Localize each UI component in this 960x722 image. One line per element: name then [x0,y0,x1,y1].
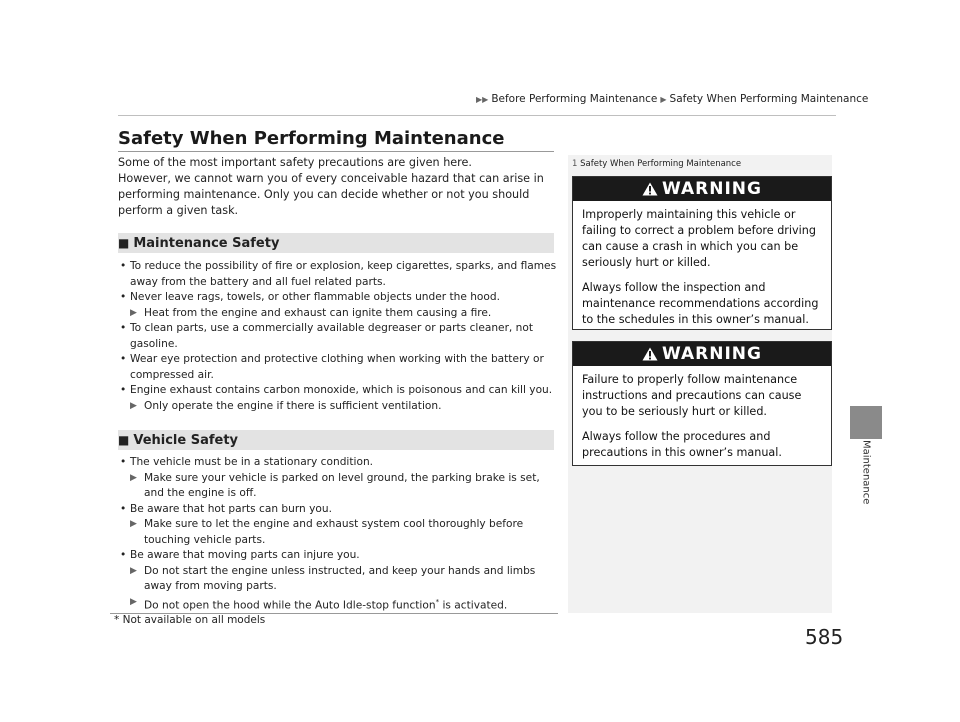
list-item-text: Be aware that moving parts can injure you. [130,549,360,561]
arrow-icon: ▶ [130,472,137,483]
arrow-icon: ▶ [130,307,137,318]
intro-text [118,155,558,219]
breadcrumb-item[interactable]: Safety When Performing Maintenance [669,93,869,105]
warning-paragraph: Always follow the inspection and maintenance recommendations according to the schedules in this owner’s manual. [582,281,819,326]
arrow-icon: ▶ [130,519,137,529]
chapter-label: Maintenance [860,440,872,505]
warning-text [573,366,831,467]
maintenance-safety-list [118,259,558,414]
list-item-text: Wear eye protection and protective clothing when working with the battery or compressed air. [130,353,544,381]
list-item-text: Engine exhaust contains carbon monoxide, which is poisonous and can kill you. [130,384,553,396]
bullet-icon: • [120,260,127,272]
sub-list-item [118,595,558,614]
warning-paragraph: Improperly maintaining this vehicle or failing to correct a problem before driving can cause a crash in which you can be seriously hurt or killed. [582,208,816,269]
list-item [118,352,558,383]
warning-text [573,201,831,334]
sub-list-item-text: Do not start the engine unless instructed, and keep your hands and limbs away from moving parts. [144,564,536,592]
sub-list-item-text: Make sure your vehicle is parked on level ground, the parking brake is set, and the engine is off. [144,471,540,499]
sub-list-item [118,399,558,415]
square-icon: ■ [118,433,130,447]
intro-paragraph: Some of the most important safety precautions are given here. [118,156,472,169]
warning-label: WARNING [662,344,762,364]
list-item [118,383,558,399]
sub-list-item [118,471,558,502]
warning-banner [573,342,831,366]
warning-box [572,341,832,466]
warning-paragraph: Failure to properly follow maintenance instructions and precautions can cause you to be seriously hurt or killed. [582,373,802,418]
bullet-icon: • [120,384,127,396]
list-item-text: Never leave rags, towels, or other flammable objects under the hood. [130,291,500,303]
list-item [118,290,558,306]
bullet-icon: • [120,353,127,365]
list-item [118,259,558,290]
sub-list-item-text: is activated. [439,599,508,612]
arrow-icon: ▶ [130,400,137,411]
warning-banner [573,177,831,201]
breadcrumb-arrow-icon: ▶ [660,94,667,104]
arrow-icon: ▶ [130,596,137,607]
section-heading-vehicle-safety [118,430,554,450]
reference-number: 1 [572,159,578,169]
list-item-text: The vehicle must be in a stationary condition. [130,456,374,468]
bullet-icon: • [120,502,127,515]
bullet-icon: • [120,291,127,303]
section-heading-label: Maintenance Safety [133,235,280,251]
bullet-icon: • [120,322,127,334]
footnote-marker[interactable]: * [435,597,440,606]
arrow-icon: ▶ [130,565,137,576]
section-heading-label: Vehicle Safety [133,432,239,448]
warning-triangle-icon [642,182,658,196]
breadcrumb [476,93,868,105]
list-item [118,455,558,471]
breadcrumb-arrow-icon: ▶▶ [476,94,489,104]
warning-paragraph: Always follow the procedures and precautions in this owner’s manual. [582,430,782,459]
sub-list-item [118,306,558,322]
footnote: * Not available on all models [114,614,266,626]
square-icon: ■ [118,236,130,250]
list-item [118,321,558,352]
list-item-text: To reduce the possibility of fire or explosion, keep cigarettes, sparks, and flames away from the battery and all fuel related parts. [130,260,557,288]
sub-list-item [118,564,558,595]
page-title: Safety When Performing Maintenance [118,128,505,149]
warning-triangle-icon [642,347,658,361]
chapter-tab[interactable] [850,406,882,439]
page-number: 585 [805,625,844,649]
list-item [118,548,558,564]
sidebar-heading [572,159,741,169]
sub-list-item-text: Only operate the engine if there is sufficient ventilation. [144,399,442,412]
sub-list-item [118,517,558,548]
sidebar-heading-label: Safety When Performing Maintenance [580,159,742,169]
breadcrumb-item[interactable]: Before Performing Maintenance [491,93,658,105]
header-divider [118,115,836,116]
warning-label: WARNING [662,179,762,199]
section-heading-maintenance-safety [118,233,554,253]
sub-list-item-text: Make sure to let the engine and exhaust system cool thoroughly before touching vehicle parts. [144,518,524,546]
warning-box [572,176,832,330]
bullet-icon: • [120,549,127,561]
title-divider [118,151,554,152]
bullet-icon: • [120,456,127,468]
list-item-text: Be aware that hot parts can burn you. [130,502,332,515]
list-item-text: To clean parts, use a commercially available degreaser or parts cleaner, not gasoline. [130,322,534,350]
sub-list-item-text: Heat from the engine and exhaust can ignite them causing a fire. [144,306,492,319]
list-item [118,502,558,518]
vehicle-safety-list [118,455,558,614]
intro-paragraph: However, we cannot warn you of every conceivable hazard that can arise in performing maintenance. Only you can decide whether or not you should perform a given task. [118,172,544,217]
sub-list-item-text: Do not open the hood while the Auto Idle-stop function [144,599,436,612]
